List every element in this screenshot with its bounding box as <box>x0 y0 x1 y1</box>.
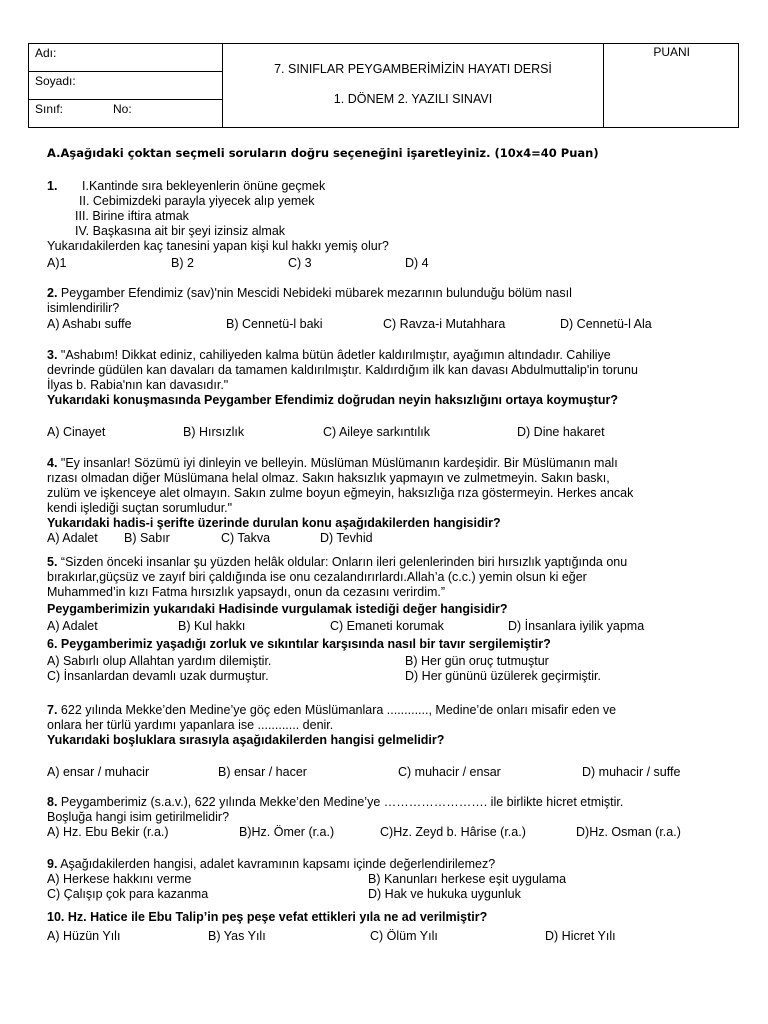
q7-text-1: 622 yılında Mekke’den Medine’ye göç eden Müslümanlara ............, Medine’de onları misafir eden ve <box>57 703 617 717</box>
q6-option-a[interactable]: A) Sabırlı olup Allahtan yardım dilemiştir. <box>47 654 272 668</box>
q4-number: 4. <box>47 456 58 470</box>
q1-item-4: IV. Başkasına ait bir şeyi izinsiz almak <box>75 224 286 238</box>
q1-option-b[interactable]: B) 2 <box>171 256 194 270</box>
q4-text-1: "Ey insanlar! Sözümü iyi dinleyin ve belleyin. Müslüman Müslümanın kardeşidir. Bir Müslümanın malı <box>57 456 618 470</box>
q1-option-a[interactable]: A)1 <box>47 256 67 270</box>
q8-option-b[interactable]: B)Hz. Ömer (r.a.) <box>239 825 335 839</box>
q6-number: 6. <box>47 637 58 651</box>
q7-line-2: onlara her türlü yardımı yapanlara ise ............ denir. <box>47 718 334 732</box>
q1-number: 1. <box>47 179 58 193</box>
q10-option-b[interactable]: B) Yas Yılı <box>208 929 266 943</box>
surname-field[interactable] <box>29 72 222 100</box>
q4-option-a[interactable]: A) Adalet <box>47 531 98 545</box>
q9-option-b[interactable]: B) Kanunları herkese eşit uygulama <box>368 872 567 886</box>
q4-stem: Yukarıdaki hadis-i şerifte üzerinde durulan konu aşağıdakilerden hangisidir? <box>47 516 501 530</box>
q6-stem: Peygamberimiz yaşadığı zorluk ve sıkıntılar karşısında nasıl bir tavır sergilemiştir? <box>57 637 551 651</box>
q3-option-d[interactable]: D) Dine hakaret <box>517 425 605 439</box>
q4-line-2: rızası olmadan diğer Müslümana helal olmaz. Sakın haksızlık yapmayın ve zulmetmeyin. Sakın baskı, <box>47 471 610 485</box>
q6-option-b[interactable]: B) Her gün oruç tutmuştur <box>405 654 549 668</box>
q3-text-1: "Ashabım! Dikkat ediniz, cahiliyeden kalma bütün âdetler kaldırılmıştır, ayağımın altındadır. Cahiliye <box>57 348 611 362</box>
score-label: PUANI <box>653 45 690 59</box>
q10-option-c[interactable]: C) Ölüm Yılı <box>370 929 438 943</box>
q1-item-1: I.Kantinde sıra bekleyenlerin önüne geçmek <box>82 179 326 193</box>
q4-line-4: kendi işlediği suçtan sorumludur." <box>47 501 233 515</box>
q2-line-1 <box>47 286 572 301</box>
q7-option-c[interactable]: C) muhacir / ensar <box>398 765 501 779</box>
q3-option-c[interactable]: C) Aileye sarkıntılık <box>323 425 430 439</box>
q7-line-1 <box>47 703 616 718</box>
q9-option-c[interactable]: C) Çalışıp çok para kazanma <box>47 887 209 901</box>
q10-option-d[interactable]: D) Hicret Yılı <box>545 929 616 943</box>
q9-text-1: Aşağıdakilerden hangisi, adalet kavramının kapsamı içinde değerlendirilemez? <box>57 857 496 871</box>
q8-number: 8. <box>47 795 58 809</box>
instruction: A.Aşağıdaki çoktan seçmeli soruların doğru seçeneğini işaretleyiniz. (10x4=40 Puan) <box>47 146 599 160</box>
q1-item-2: II. Cebimizdeki parayla yiyecek alıp yemek <box>79 194 315 208</box>
q4-option-c[interactable]: C) Takva <box>221 531 271 545</box>
title-line-1: 7. SINIFLAR PEYGAMBERİMİZİN HAYATI DERSİ <box>274 62 552 76</box>
q5-option-b[interactable]: B) Kul hakkı <box>178 619 246 633</box>
q3-line-1 <box>47 348 611 363</box>
q2-option-d[interactable]: D) Cennetü-l Ala <box>560 317 652 331</box>
exam-title <box>223 44 604 127</box>
q3-option-a[interactable]: A) Cinayet <box>47 425 106 439</box>
q8-line-1 <box>47 795 623 810</box>
q4-line-3: zulüm ve işkenceye alet olmayın. Sakın zulme boyun eğmeyin, haksızlığa rıza göstermeyin. Herkes ancak <box>47 486 634 500</box>
q3-number: 3. <box>47 348 58 362</box>
q3-line-2: devrinde güdülen kan davaları da tamamen kaldırılmıştır. Kaldırdığım ilk kan davası Abdulmuttalip'in torunu <box>47 363 638 377</box>
q3-stem: Yukarıdaki konuşmasında Peygamber Efendimiz doğrudan neyin haksızlığını ortaya koymuştur? <box>47 393 618 407</box>
q7-option-b[interactable]: B) ensar / hacer <box>218 765 307 779</box>
name-label: Adı: <box>35 46 57 60</box>
surname-label: Soyadı: <box>35 74 76 88</box>
q1-option-c[interactable]: C) 3 <box>288 256 312 270</box>
q2-option-a[interactable]: A) Ashabı suffe <box>47 317 132 331</box>
student-info <box>29 44 223 127</box>
q7-stem: Yukarıdaki boşluklara sırasıyla aşağıdakilerden hangisi gelmelidir? <box>47 733 445 747</box>
q5-option-c[interactable]: C) Emaneti korumak <box>330 619 444 633</box>
q8-option-c[interactable]: C)Hz. Zeyd b. Hârise (r.a.) <box>380 825 526 839</box>
q2-option-b[interactable]: B) Cennetü-l baki <box>226 317 323 331</box>
q2-option-c[interactable]: C) Ravza-i Mutahhara <box>383 317 506 331</box>
score-box[interactable] <box>604 44 738 127</box>
q5-line-1 <box>47 555 627 570</box>
name-field[interactable] <box>29 44 222 72</box>
q10-option-a[interactable]: A) Hüzün Yılı <box>47 929 121 943</box>
header-table <box>28 43 739 128</box>
q2-line-2: isimlendirilir? <box>47 301 120 315</box>
q9-line-1 <box>47 857 495 872</box>
q1-option-d[interactable]: D) 4 <box>405 256 429 270</box>
q5-option-d[interactable]: D) İnsanlara iyilik yapma <box>508 619 645 633</box>
q5-number: 5. <box>47 555 58 569</box>
q5-text-1: “Sizden önceki insanlar şu yüzden helâk oldular: Onların ileri gelenlerinden biri hırsızlık yaptığında onu <box>57 555 628 569</box>
q5-line-3: Muhammed’in kızı Fatma hırsızlık yapsaydı, onun da cezasını verirdim.” <box>47 585 446 599</box>
q5-option-a[interactable]: A) Adalet <box>47 619 98 633</box>
class-label: Sınıf: <box>35 102 64 116</box>
q6-line <box>47 637 551 652</box>
class-field[interactable] <box>29 100 222 127</box>
q3-line-3: İlyas b. Rabia'nın kan davasıdır." <box>47 378 229 392</box>
q7-number: 7. <box>47 703 58 717</box>
q8-line-2: Boşluğa hangi isim getirilmelidir? <box>47 810 230 824</box>
q3-option-b[interactable]: B) Hırsızlık <box>183 425 245 439</box>
number-label: No: <box>113 102 132 116</box>
q7-option-a[interactable]: A) ensar / muhacir <box>47 765 150 779</box>
q1-item-3: III. Birine iftira atmak <box>75 209 189 223</box>
title-line-2: 1. DÖNEM 2. YAZILI SINAVI <box>333 92 493 106</box>
q8-text-1: Peygamberimiz (s.a.v.), 622 yılında Mekke’den Medine’ye ……………………. ile birlikte hicret etmiştir. <box>57 795 624 809</box>
q4-option-d[interactable]: D) Tevhid <box>320 531 373 545</box>
q8-option-d[interactable]: D)Hz. Osman (r.a.) <box>576 825 681 839</box>
q6-option-d[interactable]: D) Her gününü üzülerek geçirmiştir. <box>405 669 601 683</box>
q9-number: 9. <box>47 857 58 871</box>
q2-text-1: Peygamber Efendimiz (sav)'nin Mescidi Nebideki mübarek mezarının bulunduğu bölüm nasıl <box>57 286 572 300</box>
q8-option-a[interactable]: A) Hz. Ebu Bekir (r.a.) <box>47 825 169 839</box>
q1-stem: Yukarıdakilerden kaç tanesini yapan kişi kul hakkı yemiş olur? <box>47 239 389 253</box>
q5-stem: Peygamberimizin yukarıdaki Hadisinde vurgulamak istediği değer hangisidir? <box>47 602 508 616</box>
q10-stem: 10. Hz. Hatice ile Ebu Talip’in peş peşe vefat ettikleri yıla ne ad verilmiştir? <box>47 910 488 924</box>
q4-line-1 <box>47 456 618 471</box>
q9-option-d[interactable]: D) Hak ve hukuka uygunluk <box>368 887 521 901</box>
q2-number: 2. <box>47 286 58 300</box>
q6-option-c[interactable]: C) İnsanlardan devamlı uzak durmuştur. <box>47 669 269 683</box>
q4-option-b[interactable]: B) Sabır <box>124 531 170 545</box>
q5-line-2: bırakırlar,güçsüz ve zayıf biri çaldığında ise onu cezalandırırlardı.Allah’a (c.c.) yemin olsun ki eğer <box>47 570 587 584</box>
q7-option-d[interactable]: D) muhacir / suffe <box>582 765 681 779</box>
q9-option-a[interactable]: A) Herkese hakkını verme <box>47 872 192 886</box>
